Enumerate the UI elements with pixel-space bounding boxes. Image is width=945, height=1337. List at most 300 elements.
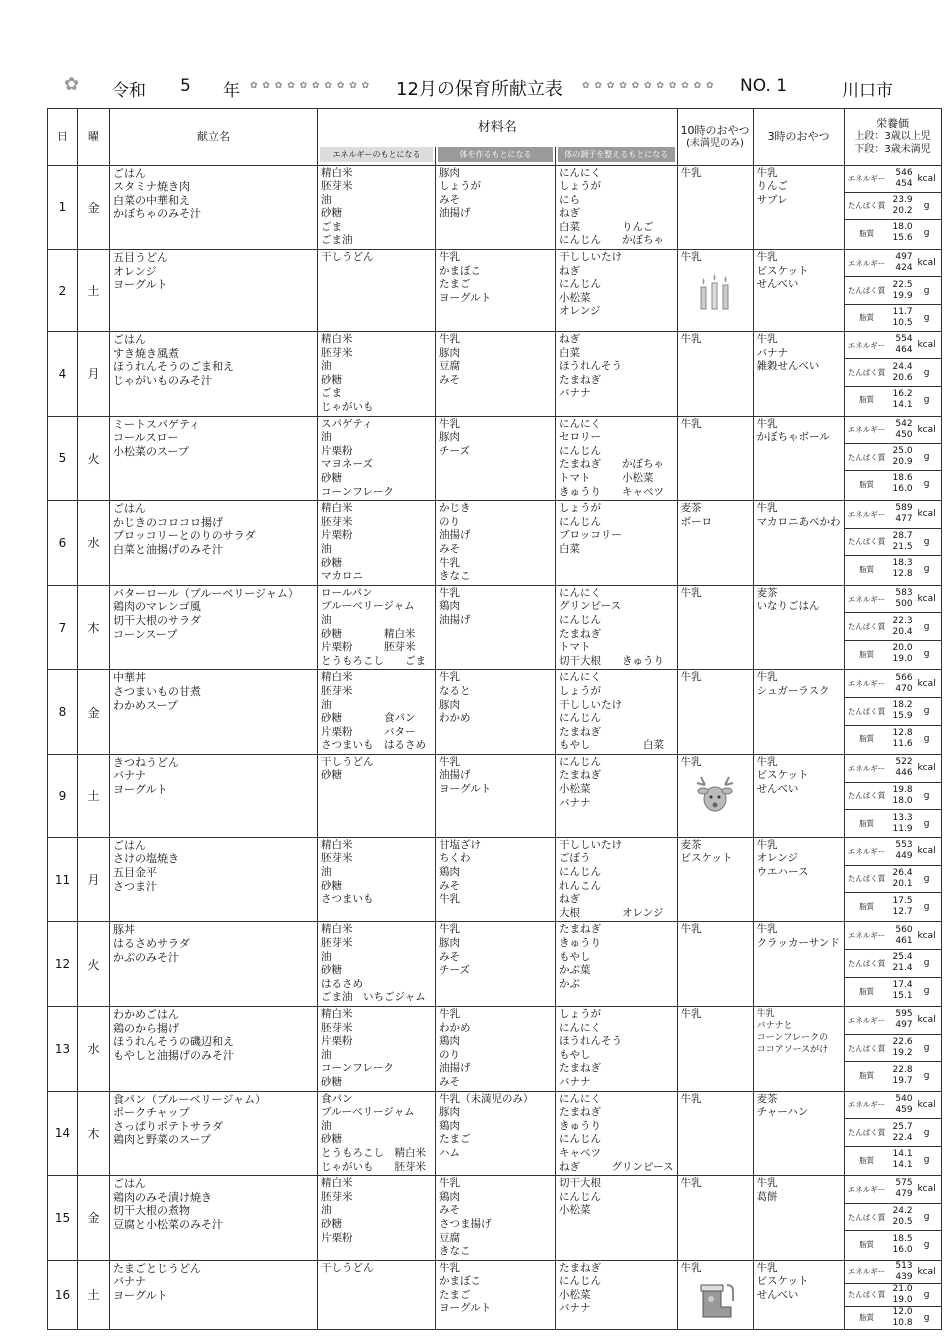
snack-item: ビスケット: [756, 769, 809, 782]
lower-value: 11.9: [892, 823, 913, 834]
weekday: 土: [78, 754, 110, 837]
energy-ingredients-cell: [318, 670, 436, 755]
ingredient-item: 牛乳: [439, 671, 460, 684]
ingredient-item: 胚芽米: [321, 515, 353, 528]
nutrient-unit: kcal: [917, 509, 936, 520]
ingredient-item: ロールパン: [321, 586, 373, 599]
snack-item: ビスケット: [756, 1275, 809, 1288]
day-number: 5: [48, 416, 78, 501]
menu-item: ポークチャップ: [113, 1106, 190, 1120]
ingredient-item: バナナ: [559, 1302, 591, 1315]
menu-cell: [110, 1007, 318, 1092]
ingredient-item: きなこ: [439, 570, 471, 583]
lower-value: 14.1: [892, 1160, 913, 1171]
ingredient-item: 牛乳: [439, 586, 460, 599]
menu-item: オレンジ: [113, 264, 157, 278]
energy-ingredients-cell: [318, 501, 436, 586]
nutrient-unit: g: [923, 1155, 930, 1166]
nutrition-cell: [844, 585, 941, 670]
ingredient-item: 鶏肉: [439, 1190, 460, 1203]
snack3-cell: [753, 250, 844, 332]
upper-value: 583: [895, 588, 913, 599]
energy-group-label: エネルギーのもとになる: [320, 147, 433, 162]
condition-ingredients-cell: [556, 1260, 678, 1329]
body-ingredients-cell: [436, 1176, 556, 1261]
lower-value: 12.7: [892, 906, 913, 917]
ingredient-item: セロリー: [559, 431, 601, 444]
ingredient-item: にら: [559, 193, 580, 206]
ingredient-item: 白菜: [559, 542, 580, 555]
weekday: 木: [78, 1091, 110, 1176]
ingredient-item: みそ: [439, 193, 460, 206]
snack10-cell: [677, 754, 753, 837]
ingredient-item: 油揚げ: [439, 1062, 471, 1075]
snack10-cell: [677, 585, 753, 670]
nutrient-values: [889, 588, 913, 610]
ingredient-item: バナナ: [559, 796, 591, 809]
menu-item: ごはん: [113, 502, 146, 516]
lower-value: 15.6: [892, 233, 913, 244]
ingredient-item: 片栗粉: [321, 529, 353, 542]
energy-ingredients-cell: [318, 1007, 436, 1092]
ingredient-item: ごま: [321, 387, 342, 400]
nutrient-values: [889, 362, 913, 384]
day-number: 6: [48, 501, 78, 586]
nutrient-label: 脂質: [859, 819, 875, 829]
col-condition-group: [556, 147, 678, 166]
snack-item: 雑穀せんべい: [756, 360, 820, 373]
fat-row: [845, 1062, 941, 1089]
snack-item: サブレ: [756, 193, 788, 206]
ingredient-item: 牛乳: [439, 1177, 460, 1190]
ingredient-item: たまねぎ: [559, 923, 601, 936]
ingredient-item: ねぎ グリンピース: [559, 1160, 674, 1173]
menu-item: すき焼き風煮: [113, 346, 179, 360]
upper-value: 566: [895, 672, 913, 683]
nutrient-unit: kcal: [917, 173, 936, 184]
snack10-cell: [677, 165, 753, 250]
day-number: 4: [48, 332, 78, 417]
nutrient-unit: g: [923, 452, 930, 463]
ingredient-item: 牛乳: [439, 417, 460, 430]
menu-item: バナナ: [113, 1275, 146, 1289]
ingredient-item: 砂糖: [321, 964, 342, 977]
nutrient-values: [889, 168, 913, 190]
ingredient-item: トマト: [559, 641, 591, 654]
protein-row: [845, 1284, 941, 1307]
menu-item: さつまいもの甘煮: [113, 684, 201, 698]
lower-value: 20.5: [892, 1217, 913, 1228]
lower-value: 20.2: [892, 205, 913, 216]
ingredient-item: かぶ葉: [559, 964, 591, 977]
weekday: 金: [78, 165, 110, 250]
ingredient-item: 小松菜: [559, 1288, 591, 1301]
ingredient-item: さつま揚げ: [439, 1217, 492, 1230]
weekday: 水: [78, 1007, 110, 1092]
weekday: 火: [78, 922, 110, 1007]
ingredient-item: 油揚げ: [439, 769, 471, 782]
ingredient-item: にんにく: [559, 166, 601, 179]
deer-icon: [681, 775, 750, 815]
nutrient-values: [889, 473, 913, 495]
nutrient-values: [889, 280, 913, 302]
nutrient-values: [889, 1284, 913, 1306]
ingredient-item: たまねぎ: [559, 725, 601, 738]
snack10-cell: [677, 501, 753, 586]
lower-value: 20.6: [892, 372, 913, 383]
nutrient-unit: g: [923, 1043, 930, 1053]
ingredient-item: 砂糖: [321, 1217, 342, 1230]
menu-item: かぶのみそ汁: [113, 950, 179, 964]
protein-row: [845, 529, 941, 556]
energy-row: [845, 1007, 941, 1035]
nutrient-values: [889, 925, 913, 947]
menu-item: コーンスープ: [113, 627, 178, 641]
upper-value: 589: [895, 503, 913, 514]
ingredient-item: にんじん: [559, 1275, 601, 1288]
weekday: 土: [78, 1260, 110, 1329]
lower-value: 20.4: [892, 626, 913, 637]
nutrient-unit: g: [923, 285, 930, 296]
upper-value: 575: [895, 1178, 913, 1189]
condition-ingredients-cell: [556, 1007, 678, 1092]
ingredient-item: みそ: [439, 542, 460, 555]
ingredient-item: きなこ: [439, 1245, 471, 1258]
ingredient-item: にんじん: [559, 613, 601, 626]
energy-ingredients-cell: [318, 1260, 436, 1329]
menu-item: 小松菜のスープ: [113, 444, 189, 458]
protein-row: [845, 359, 941, 386]
day-number: 11: [48, 837, 78, 922]
ingredient-item: 牛乳: [439, 755, 460, 768]
ingredient-item: しょうが: [439, 180, 481, 193]
ingredient-item: しょうが: [559, 684, 601, 697]
ingredient-item: ほうれんそう: [559, 1035, 622, 1048]
ingredient-item: 干ししいたけ: [559, 838, 622, 851]
body-group-label: 体を作るもとになる: [438, 147, 553, 162]
nutrient-label: エネルギー: [847, 1100, 886, 1110]
nutrient-values: [889, 1307, 913, 1329]
ingredient-item: 油: [321, 613, 332, 626]
energy-row: [845, 670, 941, 698]
snack3-cell: [753, 1091, 844, 1176]
menu-item: ごはん: [113, 166, 146, 180]
snack10-cell: [677, 1176, 753, 1261]
nutrient-unit: g: [923, 958, 930, 969]
nutrient-label: たんぱく質: [847, 1043, 886, 1053]
nutrient-values: [889, 531, 913, 553]
ingredient-item: さつまいも: [321, 893, 374, 906]
fat-row: [845, 893, 941, 920]
upper-value: 24.2: [892, 1206, 913, 1217]
ingredient-item: 油: [321, 1048, 332, 1061]
ingredient-item: 油: [321, 542, 332, 555]
fat-row: [845, 220, 941, 246]
lower-value: 461: [895, 935, 913, 946]
protein-row: [845, 1204, 941, 1232]
body-ingredients-cell: [436, 922, 556, 1007]
ingredient-item: コーンフレーク: [321, 485, 394, 498]
era-label: 令和: [112, 81, 146, 101]
upper-value: 25.4: [892, 952, 913, 963]
snack-item: 牛乳: [756, 923, 778, 936]
ingredient-item: しょうが: [559, 180, 601, 193]
energy-row: [845, 755, 941, 783]
menu-item: 白菜と油揚げのみそ汁: [113, 542, 223, 556]
page-title: 12月の保育所献立表: [396, 79, 563, 100]
ingredient-item: 油: [321, 950, 332, 963]
ingredient-item: ごま: [321, 220, 342, 233]
menu-cell: [110, 922, 318, 1007]
ingredient-item: キャベツ: [559, 1146, 601, 1159]
menu-item: ヨーグルト: [113, 783, 168, 797]
body-ingredients-cell: [436, 837, 556, 922]
nutrition-cell: [844, 670, 941, 755]
year-value: 5: [180, 76, 191, 96]
menu-item: たまごとじうどん: [113, 1261, 201, 1275]
ingredient-item: かぶ: [559, 977, 580, 990]
nutrient-values: [889, 813, 913, 835]
ingredient-item: かまぼこ: [439, 1275, 481, 1288]
menu-item: 切干大根のサラダ: [113, 613, 201, 627]
nutrient-unit: g: [923, 367, 930, 378]
upper-value: 553: [895, 840, 913, 851]
ingredient-item: 牛乳: [439, 251, 460, 264]
menu-item: わかめスープ: [113, 698, 178, 712]
ingredient-item: 油: [321, 698, 332, 711]
nutrient-values: [889, 1149, 913, 1171]
nutrient-values: [889, 1009, 913, 1031]
nutrition-cell: [844, 922, 941, 1007]
nutrient-label: エネルギー: [847, 425, 886, 435]
nutrient-unit: kcal: [917, 846, 936, 857]
city-name: 川口市: [842, 81, 893, 101]
snack10-cell: [677, 1007, 753, 1092]
energy-ingredients-cell: [318, 165, 436, 250]
body-ingredients-cell: [436, 1091, 556, 1176]
day-row: [48, 670, 942, 755]
nutrient-unit: g: [923, 394, 930, 405]
nutrient-unit: g: [923, 479, 930, 490]
lower-value: 479: [895, 1189, 913, 1200]
nutrient-unit: g: [923, 818, 930, 829]
nutrient-values: [889, 980, 913, 1002]
ingredient-item: ヨーグルト: [439, 291, 492, 304]
upper-value: 540: [895, 1093, 913, 1104]
energy-row: [845, 586, 941, 614]
ingredient-item: 小松菜: [559, 783, 591, 796]
snack-item: ココアソースがけ: [756, 1045, 829, 1055]
body-ingredients-cell: [436, 1260, 556, 1329]
fat-row: [845, 1307, 941, 1329]
upper-value: 554: [895, 334, 913, 345]
ingredient-item: にんじん: [559, 712, 601, 725]
ingredient-item: 豚肉: [439, 431, 460, 444]
ingredient-item: たまねぎ: [559, 373, 601, 386]
protein-row: [845, 613, 941, 641]
menu-item: ごはん: [113, 1177, 146, 1191]
nutrient-label: エネルギー: [847, 931, 886, 941]
nutrition-cell: [844, 1007, 941, 1092]
decoration-left-icon: ✿ ✿ ✿ ✿ ✿ ✿ ✿ ✿ ✿ ✿: [250, 81, 371, 91]
day-number: 2: [48, 250, 78, 332]
snack-item: かぼちゃボール: [756, 431, 830, 444]
ingredient-item: たまご: [439, 1288, 471, 1301]
nutrition-cell: [844, 1176, 941, 1261]
upper-value: 522: [895, 757, 913, 768]
ingredient-item: 大根 オレンジ: [559, 906, 664, 919]
ingredient-item: わかめ: [439, 1021, 471, 1034]
ingredient-item: たまご: [439, 278, 471, 291]
nutrient-unit: kcal: [917, 1266, 936, 1277]
fat-row: [845, 305, 941, 331]
ingredient-item: じゃがいも: [321, 401, 374, 414]
ingredient-item: にんじん: [559, 866, 601, 879]
snack-item: せんべい: [756, 783, 799, 796]
snack3-cell: [753, 754, 844, 837]
ingredient-item: にんにく: [559, 586, 601, 599]
ingredient-item: たまご: [439, 1133, 471, 1146]
ingredient-item: ごぼう: [559, 852, 591, 865]
lower-value: 22.4: [892, 1132, 913, 1143]
snack-item: 牛乳: [680, 755, 702, 768]
ingredient-item: 豆腐: [439, 1231, 460, 1244]
ingredient-item: にんじん: [559, 1133, 601, 1146]
upper-value: 25.0: [892, 446, 913, 457]
ingredient-item: 豚肉: [439, 1106, 460, 1119]
body-ingredients-cell: [436, 416, 556, 501]
snack10-cell: [677, 670, 753, 755]
condition-ingredients-cell: [556, 670, 678, 755]
ingredient-item: 砂糖: [321, 1133, 342, 1146]
nutrient-values: [889, 1234, 913, 1256]
snack-item: 牛乳: [680, 417, 702, 430]
upper-value: 546: [895, 167, 913, 178]
ingredient-item: わかめ: [439, 712, 471, 725]
menu-cell: [110, 670, 318, 755]
snack10-cell: [677, 1260, 753, 1329]
body-ingredients-cell: [436, 585, 556, 670]
snack10-cell: [677, 1091, 753, 1176]
ingredient-item: みそ: [439, 879, 460, 892]
lower-value: 497: [895, 1020, 913, 1031]
lower-value: 21.4: [892, 963, 913, 974]
ingredient-item: 胚芽米: [321, 1190, 353, 1203]
snack3-cell: [753, 165, 844, 250]
upper-value: 25.7: [892, 1121, 913, 1132]
upper-value: 560: [895, 924, 913, 935]
nutrient-label: たんぱく質: [847, 452, 886, 462]
ingredient-item: みそ: [439, 1075, 460, 1088]
ingredient-item: 油揚げ: [439, 529, 471, 542]
snack-item: 牛乳: [756, 755, 778, 768]
snack-item: せんべい: [756, 278, 799, 291]
nutrient-label: エネルギー: [847, 258, 886, 268]
nutrient-label: 脂質: [859, 564, 875, 574]
menu-cell: [110, 165, 318, 250]
nutrient-unit: g: [923, 1127, 930, 1138]
menu-item: 五目うどん: [113, 251, 168, 265]
day-row: [48, 1007, 942, 1092]
nutrient-label: 脂質: [859, 649, 875, 659]
menu-item: 白菜の中華和え: [113, 193, 190, 207]
condition-ingredients-cell: [556, 501, 678, 586]
nutrient-values: [889, 1065, 913, 1087]
menu-item: かじきのコロコロ揚げ: [113, 515, 223, 529]
menu-cell: [110, 250, 318, 332]
ingredient-item: とうもろこし 精白米: [321, 1146, 426, 1159]
nutrient-values: [889, 389, 913, 411]
ingredient-item: 砂糖: [321, 207, 342, 220]
energy-row: [845, 1092, 941, 1120]
nutrition-cell: [844, 1091, 941, 1176]
upper-value: 22.3: [892, 615, 913, 626]
snack-item: 牛乳: [756, 1261, 778, 1274]
energy-ingredients-cell: [318, 1091, 436, 1176]
condition-ingredients-cell: [556, 837, 678, 922]
lower-value: 20.1: [892, 878, 913, 889]
condition-group-label: 体の調子を整えるもとになる: [558, 147, 675, 162]
day-number: 7: [48, 585, 78, 670]
menu-cell: [110, 501, 318, 586]
lower-value: 459: [895, 1104, 913, 1115]
upper-value: 18.3: [892, 558, 913, 568]
ingredient-item: 白菜: [559, 346, 580, 359]
menu-item: 鶏肉のみそ漬け焼き: [113, 1190, 212, 1204]
ingredient-item: 油: [321, 193, 332, 206]
col-energy-group: [318, 147, 436, 166]
sheet-number: NO. 1: [740, 76, 788, 96]
ingredient-item: みそ: [439, 373, 460, 386]
lower-value: 477: [895, 514, 913, 525]
ingredient-item: 片栗粉 バター: [321, 725, 416, 738]
ingredient-item: 精白米: [321, 166, 353, 179]
nutrient-label: 脂質: [859, 1071, 875, 1081]
day-row: [48, 837, 942, 922]
ingredient-item: たまねぎ: [559, 627, 601, 640]
ingredient-item: マヨネーズ: [321, 458, 373, 471]
nutrient-unit: g: [923, 312, 930, 323]
nutrient-values: [889, 896, 913, 918]
ingredient-item: 片栗粉 胚芽米: [321, 641, 416, 654]
menu-item: 中華丼: [113, 671, 146, 685]
ingredient-item: のり: [439, 515, 460, 528]
day-number: 14: [48, 1091, 78, 1176]
ingredient-item: にんにく: [559, 417, 601, 430]
upper-value: 18.5: [892, 1233, 913, 1244]
ingredient-item: ごま油 いちごジャム: [321, 991, 426, 1004]
ingredient-item: スパゲティ: [321, 417, 373, 430]
body-ingredients-cell: [436, 250, 556, 332]
lower-value: 439: [895, 1271, 913, 1282]
energy-ingredients-cell: [318, 250, 436, 332]
ingredient-item: きゅうり キャベツ: [559, 485, 664, 498]
ingredient-item: 胚芽米: [321, 937, 353, 950]
ingredient-item: 油: [321, 866, 332, 879]
ingredient-item: バナナ: [559, 1075, 591, 1088]
upper-value: 20.0: [892, 643, 913, 654]
snack-item: 牛乳: [680, 1008, 702, 1020]
upper-value: 17.4: [892, 980, 913, 991]
menu-item: 鶏肉のマレンゴ風: [113, 600, 201, 614]
snack3-cell: [753, 1176, 844, 1261]
upper-value: 14.1: [892, 1149, 913, 1160]
snack3-cell: [753, 670, 844, 755]
ingredient-item: にんじん かぼちゃ: [559, 234, 664, 247]
day-number: 9: [48, 754, 78, 837]
upper-value: 12.8: [892, 727, 913, 738]
ingredient-item: 豚肉: [439, 698, 460, 711]
